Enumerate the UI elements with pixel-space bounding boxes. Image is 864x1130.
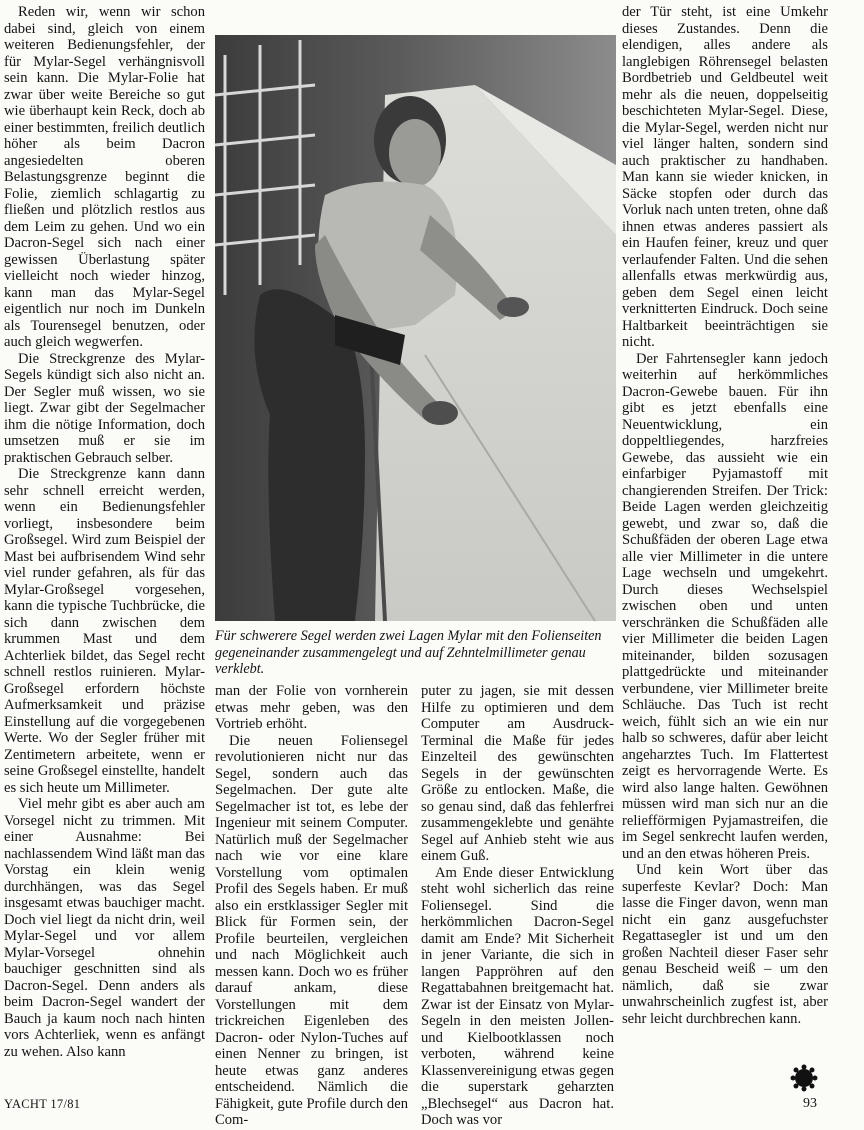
article-column-2 [215,683,408,1128]
photo-caption: Für schwerere Segel werden zwei Lagen Mylar mit den Folienseiten gegeneinander zusammengelegt und auf Zehntelmillimeter genau verklebt. [215,628,602,677]
article-column-1 [4,4,205,1086]
paragraph: Viel mehr gibt es aber auch am Vorsegel nicht zu trimmen. Mit einer Ausnahme: Bei nachlassendem Wind läßt man das Vorstag ein klein wenig durchhängen, was das Segel insgesamt etwas bauchiger macht. Doch viel liegt da nicht drin, weil Mylar-Segel und vor allem Mylar-Vorsegel ohnehin bauchiger geschnitten sind als Dacron-Segel. Denn anders als beim Dacron-Segel wandert der Bauch ja kaum noch nach hinten vors Achterliek, wenn es anfängt zu wehen. Also kann [4,796,205,1060]
paragraph: man der Folie von vornherein etwas mehr geben, was den Vortrieb erhöht. [215,683,408,732]
paragraph: Am Ende dieser Entwicklung steht wohl sicherlich das reine Foliensegel. Sind die herkömmlichen Dacron-Segel damit am Ende? Mit Sicherheit in jener Variante, die sich in langen Pappröhren auf den Regattabahnen breitgemacht hat. Zwar ist der Einsatz von Mylar-Segeln in den meisten Jollen- und Kielbootklassen noch verboten, während keine Klassenvereinigung etwas gegen die superstark geharzten „Blechsegel“ aus Dacron hat. Doch was vor [421,864,614,1128]
paragraph: Die neuen Foliensegel revolutionieren nicht nur das Segel, sondern auch das Segelmachen. Der gute alte Segelmacher ist tot, es lebe der Ingenieur mit seinem Computer. Natürlich muß der Segelmacher nach wie vor eine klare Vorstellung vom optimalen Profil des Segels haben. Er muß also ein erstklassiger Segler mit Blick für Formen sein, der Profile beurteilen, vergleichen und nach Möglichkeit auch messen kann. Doch wo es früher darauf ankam, diese Vorstellungen mit dem trickreichen Eigenleben des Dacron- oder Nylon-Tuches auf einen Nenner zu bringen, ist heute etwas ganz anderes entscheidend. Nämlich die Fähigkeit, gute Profile durch den Com- [215,732,408,1128]
article-column-4 [622,4,828,1086]
paragraph: Die Streckgrenze kann dann sehr schnell erreicht werden, wenn ein Bedienungsfehler vorliegt, insbesondere beim Großsegel. Wird zum Beispiel der Mast bei aufbrisendem Wind sehr viel runder gefahren, als für das Mylar-Großsegel vorgesehen, kann die typische Tuchbrücke, die sich dann zwischen dem krummen Mast und dem Achterliek bildet, das Segel recht schnell restlos ruinieren. Mylar-Großsegel erfordern höchste Aufmerksamkeit und präzise Einstellung auf die vorgegebenen Werte. Wo der Segler früher mit Zentimetern arbeitete, wenn er seine Großsegel einstellte, handelt es sich heute um Millimeter. [4,466,205,796]
page-number: 93 [803,1096,817,1111]
article-photo [215,35,616,621]
paragraph: Reden wir, wenn wir schon dabei sind, gleich von einem weiteren Bedienungsfehler, der für Mylar-Segel verhängnisvoll sein kann. Die Mylar-Folie hat zwar über weite Bereiche so gut wie überhaupt kein Reck, doch ab einer bestimmten, freilich deutlich höher als beim Dacron angesiedelten oberen Belastungsgrenze beginnt die Folie, ziemlich schlagartig zu fließen und plötzlich restlos aus dem Leim zu gehen. Und wo ein Dacron-Segel sich nach einer gewissen Überlastung später vielleicht noch wieder hinzog, kann man das Mylar-Segel eigentlich nur noch im Dunkeln als Tourensegel benutzen, oder auch gleich wegwerfen. [4,4,205,350]
paragraph: puter zu jagen, sie mit dessen Hilfe zu optimieren und dem Computer am Ausdruck-Terminal die Maße für jedes Einzelteil des gewünschten Segels in der gewünschten Größe zu entlocken. Maße, die so genau sind, daß das fehlerfrei zusammengeklebte und genähte Segel auf Anhieb steht wie aus einem Guß. [421,683,614,864]
paragraph: Und kein Wort über das superfeste Kevlar? Doch: Man lasse die Finger davon, wenn man nicht ein ganz ausgefuchster Regattasegler ist und um den großen Nachteil dieser Faser sehr genau Bescheid weiß – um den nämlich, daß sie zwar unwahrscheinlich zugfest ist, aber sehr leicht durchbrechen kann. [622,862,828,1027]
article-column-3 [421,683,614,1128]
end-of-article-icon [790,1064,818,1092]
issue-footer: YACHT 17/81 [4,1097,81,1111]
paragraph: Die Streckgrenze des Mylar-Segels kündigt sich also nicht an. Der Segler muß wissen, wo sie liegt. Zwar gibt der Segelmacher ihm die nötige Information, doch umsetzen muß er sie im praktischen Gebrauch selber. [4,350,205,466]
sailmaker-photo-illustration [215,35,616,621]
paragraph: Der Fahrtensegler kann jedoch weiterhin auf herkömmliches Dacron-Gewebe bauen. Für ihn gibt es jetzt ebenfalls eine Neuentwicklung, ein doppeltliegendes, harzfreies Gewebe, das aussieht wie ein einfarbiger Pyjamastoff mit changierenden Streifen. Der Trick: Beide Lagen werden gleichzeitig gewebt, und zwar so, daß die Schußfäden der oberen Lage etwa alle vier Millimeter in die untere Lage wechseln und umgekehrt. Durch dieses Wechselspiel zwischen oben und unten verschränken die Schußfäden alle vier Millimeter die beiden Lagen miteinander, bilden sozusagen plattgedrückte und miteinander verbundene, vier Millimeter breite Schläuche. Das Tuch ist recht weich, fühlt sich an wie ein nur halb so schweres, dafür aber leicht angeharztes Tuch. Im Flattertest zeigt es hervorragende Werte. Es wird also lange halten. Gewöhnen müssen wird man sich nur an die reliefförmigen Pyjamastreifen, die im Segel senkrecht laufen werden, und an den etwas höheren Preis. [622,350,828,862]
paragraph: der Tür steht, ist eine Umkehr dieses Zustandes. Denn die elendigen, alles andere als langlebigen Röhrensegel belasten Bordbetrieb und Geldbeutel weit mehr als die neuen, doppelseitig beschichteten Mylar-Segel. Diese, die Mylar-Segel, werden nicht nur viel länger halten, sondern sind auch praktischer zu handhaben. Man kann sie wieder knicken, in Säcke stopfen oder durch das Vorluk nach unten treten, ohne daß ihnen etwas anderes passiert als ein Haufen feiner, kreuz und quer verlaufender Falten. Und die sehen allenfalls etwas merkwürdig aus, geben dem Segel einen leicht verknitterten Eindruck. Doch seine Haltbarkeit beeinträchtigen sie nicht. [622,4,828,350]
